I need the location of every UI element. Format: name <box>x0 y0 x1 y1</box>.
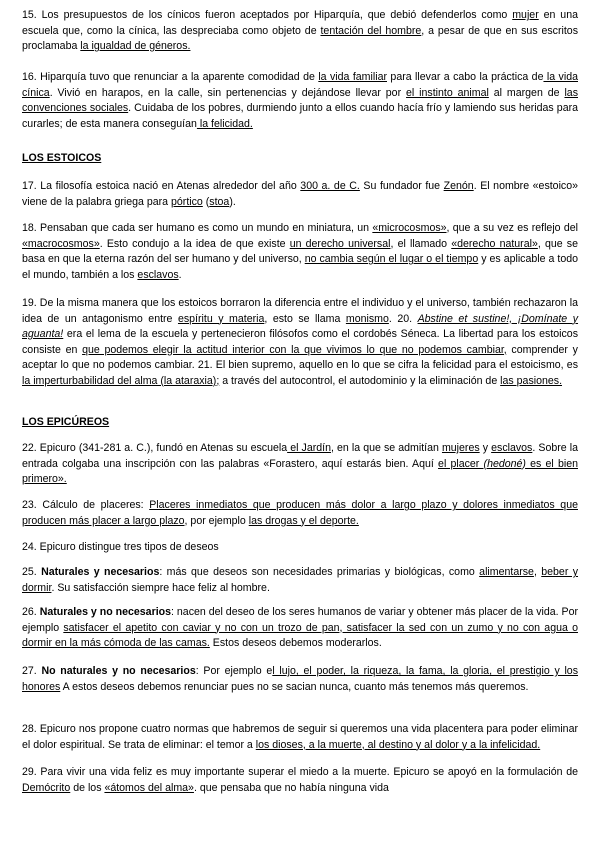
paragraph-26: 26. Naturales y no necesarios: nacen del deseo de los seres humanos de variar y obtener más placer de la vida. Por ejemplo satisfacer el apetito con caviar y no con un trozo de pan, satisfacer la sed con un zumo y no con agua o dormir en la más cómoda de las camas. Estos deseos debemos moderarlos. <box>22 606 579 649</box>
paragraph-24: 24. Epicuro distingue tres tipos de deseos <box>22 541 219 553</box>
paragraph-19: 19. De la misma manera que los estoicos borraron la diferencia entre el individuo y el universo, también rechazaron la idea de un antagonismo entre espíritu y materia, esto se llama monismo. 20. Abstine et sustine!, ¡Domínate y aguanta! era el lema de la escuela y pertenecieron filósofos como el cordobés Séneca. La libertad para los estoicos consiste en que podemos elegir la actitud interior con la que vivimos lo que no podemos cambiar, comprender y aceptar lo que no podemos cambiar. 21. El bien supremo, aquello en lo que se cifra la felicidad para el estoicismo, es la imperturbabilidad del alma (la ataraxia); a través del autocontrol, el autodominio y la eliminación de las pasiones. <box>22 297 579 387</box>
paragraph-28: 28. Epicuro nos propone cuatro normas que habremos de seguir si queremos una vida placentera para poder eliminar el dolor espiritual. Se trata de eliminar: el temor a los dioses, a la muerte, al destino y al dolor y a la infelicidad. <box>22 723 578 751</box>
paragraph-27: 27. No naturales y no necesarios: Por ejemplo el lujo, el poder, la riqueza, la fama, la gloria, el prestigio y los honores A estos deseos debemos renunciar pues no se sacian nunca, cuanto más tenemos más queremos. <box>22 665 579 693</box>
paragraph-29: 29. Para vivir una vida feliz es muy importante superar el miedo a la muerte. Epicuro se apoyó en la formulación de Demócrito de los «átomos del alma». que pensaba que no había ninguna vida <box>22 766 578 794</box>
paragraph-25: 25. Naturales y necesarios: más que deseos son necesidades primarias y biológicas, como alimentarse, beber y dormir. Su satisfacción siempre hace feliz al hombre. <box>22 566 579 594</box>
paragraph-17: 17. La filosofía estoica nació en Atenas alrededor del año 300 a. de C. Su fundador fue Zenón. El nombre «estoico» viene de la palabra griega para pórtico (stoa). <box>22 180 579 208</box>
paragraph-15: 15. Los presupuestos de los cínicos fueron aceptados por Hiparquía, que debió defenderlos como mujer en una escuela que, como la cínica, las despreciaba como objeto de tentación del hombre, a pesar de que en sus escritos proclamaba la igualdad de géneros. <box>22 9 578 52</box>
paragraph-22: 22. Epicuro (341-281 a. C.), fundó en Atenas su escuela el Jardín, en la que se admitían mujeres y esclavos. Sobre la entrada colgaba una inscripción con las palabras «Forastero, aquí estarás bien. Aquí el placer (hedoné) es el bien primero». <box>22 442 578 485</box>
section-heading-estoicos: LOS ESTOICOS <box>22 152 102 164</box>
section-heading-epicureos: LOS EPICÚREOS <box>22 416 110 428</box>
paragraph-23: 23. Cálculo de placeres: Placeres inmediatos que producen más dolor a largo plazo y dolores inmediatos que producen más placer a largo plazo, por ejemplo las drogas y el deporte. <box>22 499 578 527</box>
paragraph-18: 18. Pensaban que cada ser humano es como un mundo en miniatura, un «microcosmos», que a su vez es reflejo del «macrocosmos». Esto condujo a la idea de que existe un derecho universal, el llamado «derecho natural», que se basa en que la eterna razón del ser humano y del universo, no cambia según el lugar o el tiempo y es aplicable a todo el mundo, también a los esclavos. <box>22 222 579 281</box>
paragraph-16: 16. Hiparquía tuvo que renunciar a la aparente comodidad de la vida familiar para llevar a cabo la práctica de la vida cínica. Vivió en harapos, en la calle, sin pertenencias y dejándose llevar por el instinto animal al margen de las convenciones sociales. Cuidaba de los pobres, durmiendo junto a ellos cuando hacía frío y lamiendo sus heridas para curarles; de esta manera conseguían la felicidad. <box>22 71 579 130</box>
